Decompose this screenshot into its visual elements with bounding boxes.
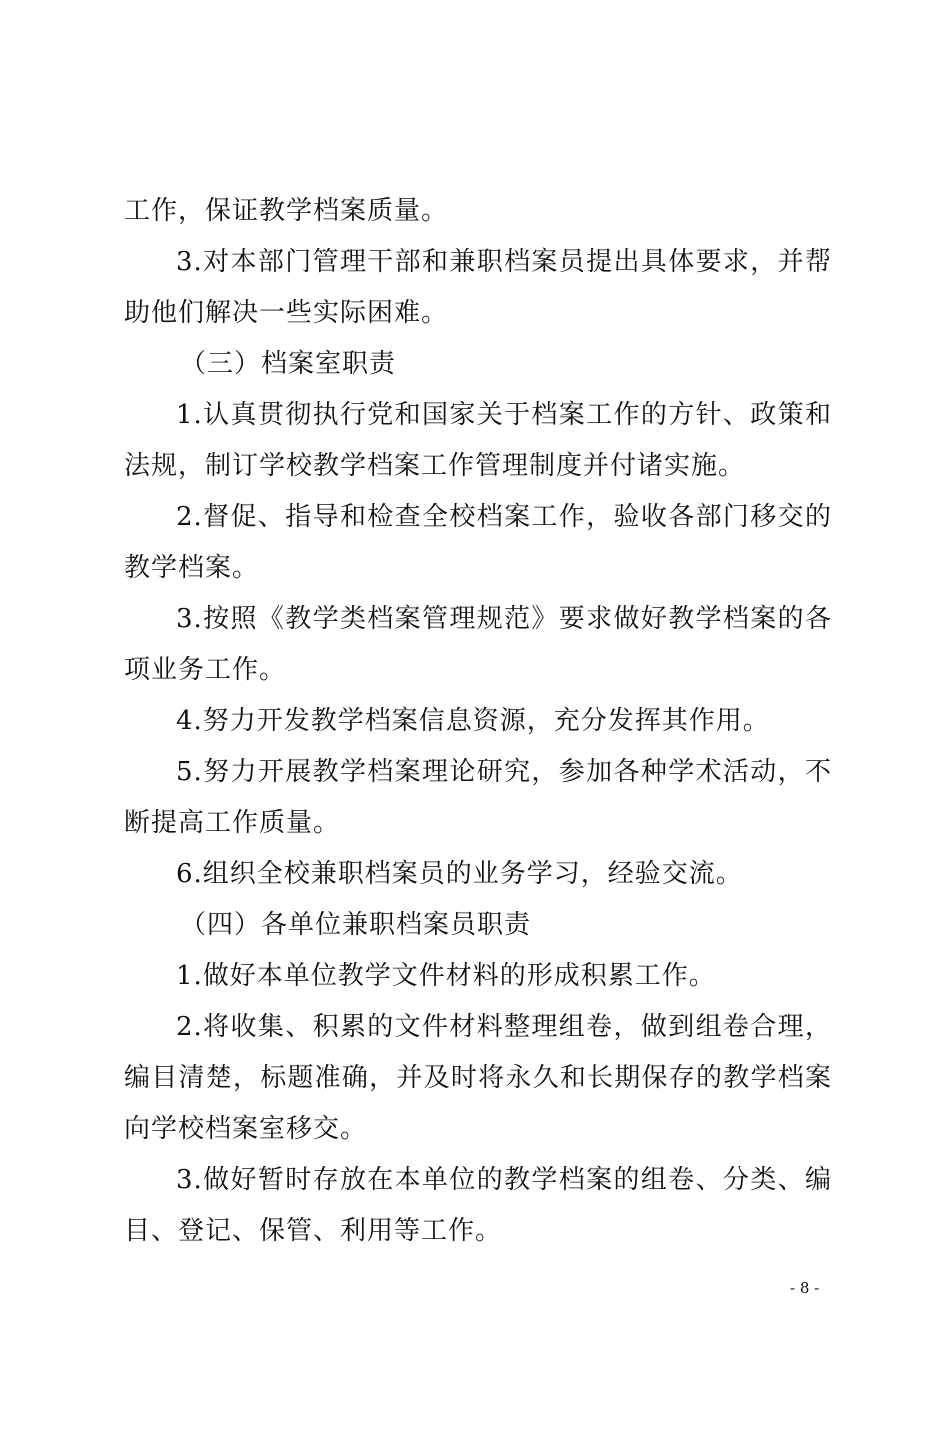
paragraph-duty-2: 2.将收集、积累的文件材料整理组卷，做到组卷合理，编目清楚，标题准确，并及时将永久和长期保存的教学档案向学校档案室移交。 — [124, 1012, 832, 1144]
paragraph-item-3b: 3.按照《教学类档案管理规范》要求做好教学档案的各项业务工作。 — [124, 604, 832, 685]
section-heading-part-time-archivist: （四）各单位兼职档案员职责 — [180, 910, 532, 940]
paragraph-item-3: 3.对本部门管理干部和兼职档案员提出具体要求，并帮助他们解决一些实际困难。 — [124, 247, 832, 328]
paragraph-duty-1: 1.做好本单位教学文件材料的形成积累工作。 — [176, 961, 716, 991]
paragraph-item-1: 1.认真贯彻执行党和国家关于档案工作的方针、政策和法规，制订学校教学档案工作管理制度并付诸实施。 — [124, 400, 832, 481]
paragraph-item-4: 4.努力开发教学档案信息资源，充分发挥其作用。 — [176, 706, 770, 736]
page-number: - 8 - — [790, 1279, 820, 1297]
paragraph-continuation: 工作，保证教学档案质量。 — [124, 196, 449, 226]
paragraph-duty-3: 3.做好暂时存放在本单位的教学档案的组卷、分类、编目、登记、保管、利用等工作。 — [124, 1165, 832, 1246]
paragraph-item-5: 5.努力开展教学档案理论研究，参加各种学术活动，不断提高工作质量。 — [124, 757, 832, 838]
paragraph-item-6: 6.组织全校兼职档案员的业务学习，经验交流。 — [176, 859, 743, 889]
section-heading-archive-room: （三）档案室职责 — [180, 349, 397, 379]
document-body — [124, 186, 832, 1257]
paragraph-item-2: 2.督促、指导和检查全校档案工作，验收各部门移交的教学档案。 — [124, 502, 832, 583]
